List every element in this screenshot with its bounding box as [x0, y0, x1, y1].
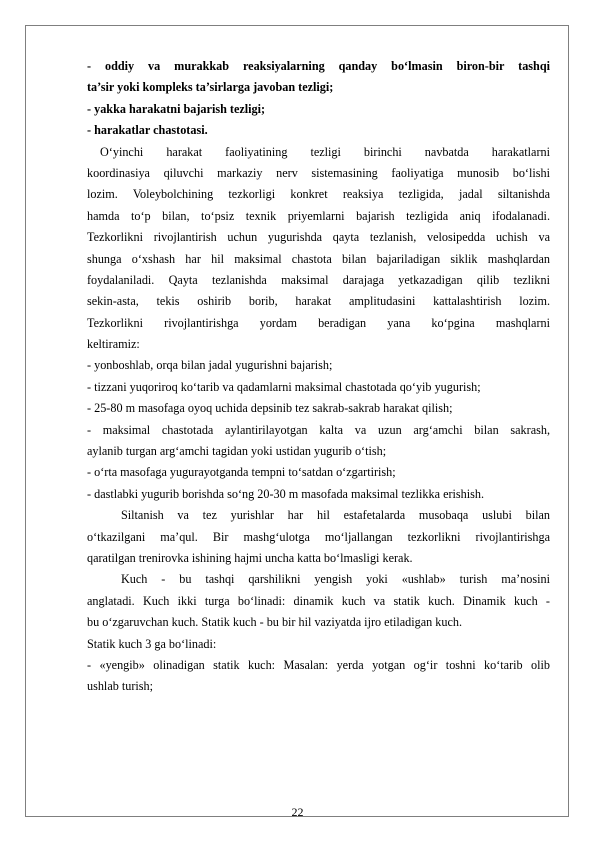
text-line: Kuch - bu tashqi qarshilikni yengish yoki «ushlab» turish ma’nosini	[121, 572, 550, 587]
text-line: lozim. Voleybolchining tezkorligi konkret reaksiya tezligida, jadal siltanishda	[87, 187, 550, 202]
text-line: aylanib turgan arg‘amchi tagidan yoki ustidan yugurib o‘tish;	[87, 444, 387, 459]
text-line: foydalaniladi. Qayta tezlanishda maksimal darajaga yetkazadigan qilib tezlikni	[87, 272, 550, 287]
text-line: keltiramiz:	[87, 337, 140, 352]
text-line: hamda to‘p bilan, to‘psiz texnik priyemlarni bajarish tezligida aniq ifodalanadi.	[87, 208, 550, 223]
text-line: O‘yinchi harakat faoliyatining tezligi birinchi navbatda harakatlarni	[100, 144, 550, 159]
list-item: - 25-80 m masofaga oyoq uchida depsinib tez sakrab-sakrab harakat qilish;	[87, 401, 453, 416]
list-item: - «yengib» olinadigan statik kuch: Masalan: yerda yotgan og‘ir toshni ko‘tarib olib	[87, 657, 550, 672]
text-line: o‘tkazilgani ma’qul. Bir mashg‘ulotga mo‘ljallangan tezkorlikni rivojlantirishga	[87, 529, 550, 544]
list-item: - maksimal chastotada aylantirilayotgan kalta va uzun arg‘amchi bilan sakrash,	[87, 422, 550, 437]
text-line: - harakatlar chastotasi.	[87, 123, 208, 138]
text-line: shunga o‘xshash har hil maksimal chastota bilan bajariladigan siklik mashqlardan	[87, 251, 550, 266]
text-line: Statik kuch 3 ga bo‘linadi:	[87, 636, 217, 651]
text-line: ushlab turish;	[87, 679, 154, 694]
text-line: ta’sir yoki kompleks ta’sirlarga javoban tezligi;	[87, 80, 334, 95]
text-line: bu o‘zgaruvchan kuch. Statik kuch - bu bir hil vaziyatda ijro etiladigan kuch.	[87, 615, 462, 630]
list-item: - dastlabki yugurib borishda so‘ng 20-30 m masofada maksimal tezlikka erishish.	[87, 486, 485, 501]
text-line: koordinasiya qiluvchi markaziy nerv sistemasining faoliyatiga munosib bo‘lishi	[87, 165, 550, 180]
text-line: Tezkorlikni rivojlantirishga yordam beradigan yana ko‘pgina mashqlarni	[87, 315, 550, 330]
text-line: anglatadi. Kuch ikki turga bo‘linadi: dinamik kuch va statik kuch. Dinamik kuch -	[87, 593, 550, 608]
text-line: - yakka harakatni bajarish tezligi;	[87, 101, 266, 116]
text-line: Siltanish va tez yurishlar har hil estafetalarda musobaqa uslubi bilan	[121, 508, 550, 523]
text-line: sekin-asta, tekis oshirib borib, harakat amplitudasini kattalashtirish lozim.	[87, 294, 550, 309]
page-number: 22	[291, 805, 304, 819]
text-line: - oddiy va murakkab reaksiyalarning qanday bo‘lmasin biron-bir tashqi	[87, 59, 550, 73]
text-line: Tezkorlikni rivojlantirish uchun yugurishda qayta tezlanish, velosipedda uchish va	[87, 230, 550, 245]
text-line: qaratilgan trenirovka ishining hajmi uncha katta bo‘lmasligi kerak.	[87, 550, 413, 565]
document-body	[87, 56, 550, 698]
list-item: - tizzani yuqoriroq ko‘tarib va qadamlarni maksimal chastotada qo‘yib yugurish;	[87, 379, 481, 394]
list-item: - yonboshlab, orqa bilan jadal yugurishni bajarish;	[87, 358, 333, 373]
list-item: - o‘rta masofaga yugurayotganda tempni to‘satdan o‘zgartirish;	[87, 465, 396, 480]
